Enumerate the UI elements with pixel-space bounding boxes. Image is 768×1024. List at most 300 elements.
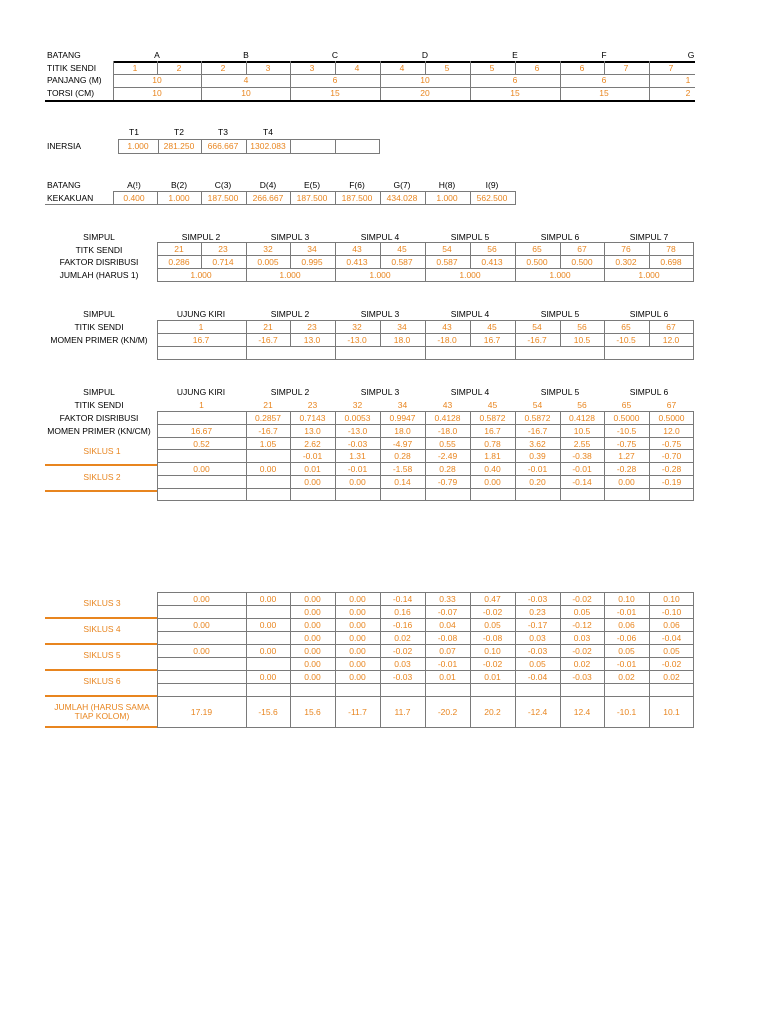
torsi-value: 10 [152,88,162,98]
titik-value: 7 [668,63,674,73]
faktor-group-divider [425,242,426,282]
jumlah-value: -15.6 [258,707,278,717]
titik-value: 67 [666,322,676,332]
cross-value: 0.40 [484,464,501,475]
member-letter: G [687,50,695,60]
cross-value: -10.5 [616,425,637,436]
kekakuan-header: I(9) [485,180,499,190]
kekakuan-value: 0.400 [123,193,145,203]
titik-value: 45 [487,322,497,332]
faktor-value: 0.413 [481,257,503,267]
jumlah-value: 1.000 [279,270,301,280]
siklus-value: -0.10 [661,607,682,617]
momen-primer-label: MOMEN PRIMER (KN/CM) [47,426,151,436]
faktor-minor-divider [380,242,381,268]
member-letter: E [512,50,518,60]
minor-divider [604,61,605,74]
momen-value: -16.7 [258,335,278,345]
cross-value: 10.5 [573,425,591,436]
siklus-value: -0.03 [392,672,413,682]
minor-divider [515,61,516,74]
siklus-value: 0.00 [349,633,366,643]
titik-value: 76 [621,244,631,254]
kekakuan-left-rule [45,204,113,205]
cross-value: 12.0 [663,425,680,436]
panjang-value: 6 [332,75,338,85]
inersia-header: T2 [174,127,184,137]
momen-group-divider [515,320,516,360]
jumlah-value: 1.000 [549,270,571,280]
cross-value: 0.00 [193,464,210,475]
siklus-value: 0.03 [394,659,411,669]
cross-value: -0.28 [661,464,682,475]
faktor-value: 0.5000 [613,413,640,423]
faktor-distribusi-label: FAKTOR DISRIBUSI [59,257,139,267]
jumlah-value: 11.7 [394,707,411,717]
titik-value: 34 [397,400,408,410]
major-divider [380,61,381,100]
cross-value: 0.55 [439,438,456,449]
faktor-minor-divider [290,242,291,268]
siklus-value: -0.08 [482,633,503,643]
cross-value: 2.55 [573,438,591,449]
titik-value: 54 [532,400,543,410]
cross-value: 0.20 [529,477,546,487]
momen-value: -18.0 [437,335,457,345]
titik-value: 54 [532,322,542,332]
titik-value: 65 [532,244,542,254]
siklus-value: 0.06 [618,620,635,630]
cross-value: 0.28 [439,464,456,475]
momen-minor-divider [380,320,381,346]
torsi-value: 2 [685,88,691,98]
kekakuan-value: 562.500 [476,193,508,203]
siklus-label: SIKLUS 3 [83,598,121,608]
cross-value: 1.27 [618,451,635,462]
siklus-label: SIKLUS 5 [83,650,121,660]
jumlah-value: 1.000 [459,270,481,280]
simpul-header: UJUNG KIRI [176,309,226,319]
titik-value: 67 [577,244,587,254]
siklus-value: 0.00 [349,659,366,669]
simpul-header: SIMPUL 6 [540,232,580,242]
inersia-divider [335,139,336,154]
siklus-value: -0.02 [482,659,503,669]
jumlah-value: 1.000 [369,270,391,280]
simpul-header: SIMPUL 3 [360,387,400,397]
titik-value: 34 [397,322,407,332]
faktor-minor-divider [560,242,561,268]
siklus-value: -0.08 [437,633,458,643]
siklus-value: -0.17 [527,620,548,630]
siklus-value: -0.12 [572,620,592,630]
simpul-header: SIMPUL 4 [450,387,490,397]
minor-divider [157,61,158,74]
faktor-value: 0.714 [212,257,234,267]
cross-value: 1.81 [484,451,501,462]
cross-value: -0.01 [347,464,368,475]
torsi-label: TORSI (CM) [47,88,95,98]
faktor-value: 0.0053 [344,413,371,423]
inersia-header: T1 [129,127,139,137]
momen-value: 16.7 [192,335,210,345]
cross-value: 3.62 [529,438,546,449]
siklus-value: 0.00 [304,620,321,630]
siklus-value: 0.33 [439,594,456,604]
simpul-header: SIMPUL 2 [270,309,310,319]
siklus-underline [45,669,157,671]
siklus-value: -0.01 [616,607,637,617]
momen-minor-divider [649,320,650,346]
kekakuan-header: A(!) [127,180,141,190]
momen-value: 18.0 [393,335,411,345]
titik-value: 56 [487,244,497,254]
cross-value: -18.0 [437,425,458,436]
faktor-minor-divider [470,242,471,268]
siklus-value: 0.06 [663,620,680,630]
cross-value: -0.01 [572,464,592,475]
jumlah-label: JUMLAH (HARUS SAMA TIAP KOLOM) [54,702,150,722]
titik-value: 21 [174,244,184,254]
titik-value: 1 [132,63,138,73]
cross-value: -0.28 [616,464,637,475]
major-divider [201,61,202,100]
momen-value: 13.0 [303,335,321,345]
jumlah-value: -12.4 [527,707,548,717]
faktor-value: 0.995 [301,257,323,267]
member-letter: A [154,50,160,60]
simpul-header: SIMPUL 4 [450,309,490,319]
siklus-value: 0.00 [304,607,321,617]
siklus-value: 0.10 [484,646,501,656]
momen-primer-label: MOMEN PRIMER (KN/M) [50,335,148,345]
kekakuan-value: 187.500 [207,193,239,203]
cross-value: -13.0 [347,425,368,436]
titik-value: 43 [352,244,362,254]
siklus-value: 0.00 [349,646,366,656]
siklus-value: -0.04 [527,672,548,682]
cross-value: 0.14 [394,477,411,487]
torsi-value: 15 [599,88,609,98]
panjang-value: 4 [243,75,249,85]
kekakuan-value: 187.500 [341,193,373,203]
siklus-value: -0.02 [392,646,413,656]
simpul-header: SIMPUL 2 [270,387,310,397]
titik-value: 56 [577,400,587,410]
cross-value: 1.05 [259,438,277,449]
momen-value: -16.7 [527,335,547,345]
titik-value: 45 [397,244,407,254]
titik-sendi-label: TITIK SENDI [74,322,124,332]
faktor-value: 0.698 [660,257,682,267]
faktor-value: 0.302 [615,257,637,267]
cross-value: -0.03 [347,438,368,449]
kekakuan-header: F(6) [349,180,365,190]
cross-value: 16.7 [484,425,501,436]
simpul-header: UJUNG KIRI [176,387,226,397]
titik-value: 2 [220,63,226,73]
faktor-minor-divider [649,242,650,268]
titik-value: 1 [198,322,204,332]
siklus-value: 0.00 [304,672,321,682]
kekakuan-header: E(5) [303,180,321,190]
inersia-value: 281.250 [163,141,195,151]
faktor-group-divider [604,242,605,282]
jumlah-value: 20.2 [484,707,501,717]
faktor-minor-divider [201,242,202,268]
cross-value: 13.0 [304,425,321,436]
siklus-value: 0.00 [259,646,277,656]
titik-value: 6 [579,63,585,73]
major-divider [290,61,291,100]
member-letter: D [421,50,429,60]
titik-value: 23 [218,244,228,254]
siklus-value: -0.02 [661,659,682,669]
momen-group-divider [604,320,605,360]
simpul-header: SIMPUL 2 [181,232,221,242]
titik-value: 6 [534,63,540,73]
torsi-value: 10 [241,88,251,98]
major-divider [113,61,114,100]
siklus-value: -0.02 [482,607,503,617]
cross-value: -0.38 [572,451,592,462]
siklus-underline [45,617,157,619]
cross-value: -0.19 [661,477,682,487]
titik-value: 32 [352,400,363,410]
siklus-value: 0.00 [259,672,277,682]
inersia-header: T4 [263,127,273,137]
siklus-value: 0.05 [484,620,501,630]
panjang-value: 10 [420,75,430,85]
siklus-value: -0.04 [661,633,682,643]
siklus-value: 0.03 [573,633,591,643]
siklus-value: 0.05 [573,607,591,617]
torsi-value: 15 [510,88,520,98]
panjang-label: PANJANG (M) [47,75,102,85]
siklus-value: 0.00 [193,620,210,630]
kekakuan-label: KEKAKUAN [47,193,94,203]
momen-value: 12.0 [662,335,680,345]
siklus-1-underline [45,464,157,466]
siklus-value: 0.10 [618,594,635,604]
panjang-value: 6 [601,75,607,85]
jumlah-value: 17.19 [190,707,213,717]
faktor-value: 0.5872 [479,413,506,423]
titik-value: 65 [621,322,631,332]
siklus-value: 0.02 [663,672,680,682]
siklus-1-label: SIKLUS 1 [83,446,121,456]
cross-value: 0.00 [304,477,321,487]
faktor-value: 0.286 [168,257,190,267]
siklus-value: -0.01 [616,659,637,669]
jumlah-value: 1.000 [638,270,660,280]
simpul-header: SIMPUL 3 [360,309,400,319]
titik-value: 7 [623,63,629,73]
titik-value: 65 [621,400,632,410]
cross-value: 16.67 [190,425,213,436]
titik-sendi-label: TITIK SENDI [47,63,97,73]
siklus-value: -0.02 [572,594,592,604]
cross-value: -0.75 [661,438,682,449]
jumlah-underline [45,726,157,728]
faktor-value: 0.500 [526,257,548,267]
cross-value: -0.01 [527,464,548,475]
minor-divider [335,61,336,74]
faktor-group-divider [246,242,247,282]
faktor-value: 0.587 [391,257,413,267]
titik-value: 54 [442,244,452,254]
siklus-value: 0.03 [529,633,546,643]
simpul-header: SIMPUL 5 [540,387,580,397]
faktor-distribusi-label: FAKTOR DISRIBUSI [59,413,139,423]
cross-value: -1.58 [392,464,413,475]
member-letter: B [243,50,249,60]
titik-value: 21 [263,400,273,410]
batang-label: BATANG [47,180,81,190]
titik-value: 32 [263,244,273,254]
faktor-value: 0.2857 [255,413,281,423]
siklus-value: 0.47 [484,594,501,604]
siklus-value: 0.02 [573,659,591,669]
faktor-value: 0.5000 [658,413,685,423]
titik-value: 43 [442,400,453,410]
faktor-value: 0.4128 [434,413,461,423]
faktor-group-divider [335,242,336,282]
titik-sendi-label: TITIK SENDI [74,400,124,410]
kekakuan-value: 434.028 [386,193,418,203]
cross-value: 0.39 [529,451,546,462]
inersia-value: 666.667 [207,141,239,151]
titik-value: 3 [265,63,271,73]
siklus-value: 0.02 [394,633,411,643]
simpul-label: SIMPUL [83,387,115,397]
siklus-underline [45,695,157,697]
minor-divider [246,61,247,74]
siklus-value: 0.05 [663,646,680,656]
siklus-value: 0.00 [349,620,366,630]
cross-value: 0.78 [484,438,501,449]
torsi-value: 20 [420,88,430,98]
panjang-value: 10 [152,75,162,85]
momen-minor-divider [560,320,561,346]
siklus-value: -0.01 [437,659,458,669]
jumlah-value: 10.1 [663,707,680,717]
cross-value: 0.01 [304,464,321,475]
cross-value: -0.79 [437,477,458,487]
simpul-header: SIMPUL 4 [360,232,400,242]
inersia-divider [290,139,291,154]
faktor-group-divider [515,242,516,282]
titik-value: 2 [176,63,182,73]
cross-value: -2.49 [437,451,458,462]
jumlah-value: -11.7 [348,707,367,717]
cross-value: 0.28 [394,451,411,462]
cross-value: -0.75 [616,438,637,449]
siklus-value: -0.03 [527,594,548,604]
cross-value: -0.01 [302,451,323,462]
titik-value: 67 [666,400,677,410]
simpul-header: SIMPUL 5 [540,309,580,319]
titik-sendi-label: TITK SENDI [75,245,123,255]
kekakuan-value: 1.000 [436,193,458,203]
siklus-value: 0.00 [304,633,321,643]
jumlah-value: 1.000 [190,270,212,280]
titik-value: 34 [307,244,317,254]
cross-value: -16.7 [258,425,278,436]
siklus-value: 0.07 [439,646,456,656]
titik-value: 5 [444,63,450,73]
simpul-header: SIMPUL 7 [629,232,669,242]
siklus-value: 0.10 [663,594,680,604]
faktor-value: 0.005 [257,257,279,267]
jumlah-value: 15.6 [304,707,321,717]
titik-value: 4 [399,63,405,73]
simpul-header: SIMPUL 6 [629,387,669,397]
titik-value: 23 [307,400,318,410]
momen-value: -10.5 [616,335,636,345]
simpul-header: SIMPUL 5 [450,232,490,242]
titik-value: 21 [263,322,273,332]
kekakuan-value: 1.000 [168,193,190,203]
faktor-value: 0.413 [346,257,368,267]
titik-value: 23 [307,322,317,332]
major-divider [649,61,650,100]
kekakuan-value: 266.667 [252,193,284,203]
siklus-value: -0.07 [437,607,458,617]
cross-value: 2.62 [304,438,321,449]
siklus-value: -0.02 [572,646,592,656]
siklus-value: -0.03 [527,646,548,656]
faktor-value: 0.7143 [299,413,326,423]
panjang-value: 1 [685,75,691,85]
torsi-value: 15 [330,88,340,98]
siklus-label: SIKLUS 4 [83,624,121,634]
jumlah-value: -10.1 [616,707,637,717]
cross-value: 0.00 [618,477,635,487]
momen-group-divider [335,320,336,360]
cross-value: 0.52 [193,438,210,449]
siklus-value: -0.06 [616,633,637,643]
cross-value: 0.00 [484,477,501,487]
kekakuan-header: D(4) [259,180,277,190]
cross-value: 0.00 [349,477,366,487]
batang-label: BATANG [47,50,81,60]
siklus-value: -0.14 [392,594,413,604]
kekakuan-header: H(8) [438,180,456,190]
minor-divider [425,61,426,74]
siklus-value: 0.00 [304,646,321,656]
momen-value: 10.5 [573,335,591,345]
momen-group-divider [246,320,247,360]
siklus-value: 0.00 [193,646,210,656]
kekakuan-value: 187.500 [296,193,328,203]
siklus-value: 0.00 [349,607,366,617]
titik-value: 1 [199,400,204,410]
simpul-label: SIMPUL [83,232,115,242]
faktor-value: 0.5872 [524,413,551,423]
member-letter: C [331,50,339,60]
jumlah-value: -20.2 [437,707,458,717]
cross-value: 18.0 [394,425,411,436]
inersia-header: T3 [218,127,228,137]
siklus-value: 0.00 [259,594,277,604]
siklus-value: 0.00 [304,659,321,669]
panjang-value: 6 [512,75,518,85]
titik-value: 5 [489,63,495,73]
cross-value: -0.14 [572,477,592,487]
faktor-value: 0.500 [571,257,593,267]
siklus-value: 0.00 [349,672,366,682]
